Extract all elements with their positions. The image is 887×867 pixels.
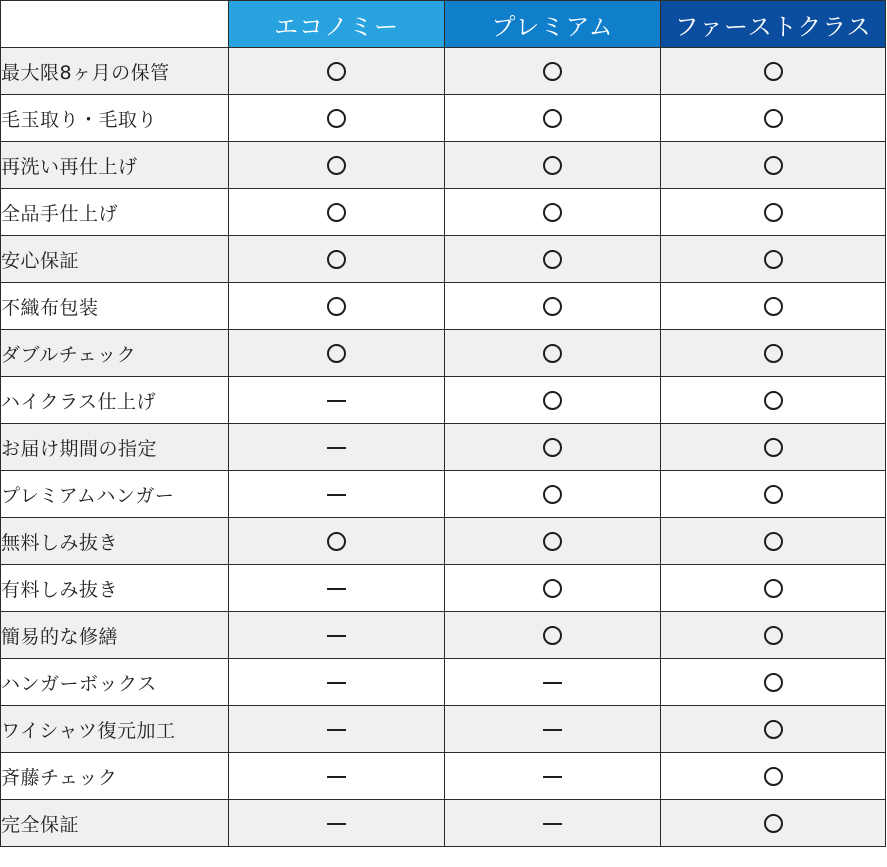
circle-mark (764, 532, 783, 551)
dash-mark (327, 776, 346, 778)
circle-mark (543, 203, 562, 222)
cell-premium (445, 283, 661, 330)
table-row (1, 48, 886, 95)
circle-mark (764, 673, 783, 692)
cell-first-class (661, 424, 886, 471)
circle-mark (764, 438, 783, 457)
cell-economy (229, 330, 445, 377)
cell-first-class (661, 706, 886, 753)
table-row (1, 753, 886, 800)
feature-label: 完全保証 (1, 800, 229, 847)
cell-premium (445, 424, 661, 471)
cell-first-class (661, 189, 886, 236)
dash-mark (327, 682, 346, 684)
circle-mark (764, 62, 783, 81)
table-row (1, 565, 886, 612)
dash-mark (543, 729, 562, 731)
feature-label: ワイシャツ復元加工 (1, 706, 229, 753)
circle-mark (764, 297, 783, 316)
table-row (1, 377, 886, 424)
feature-label: お届け期間の指定 (1, 424, 229, 471)
table-row (1, 283, 886, 330)
circle-mark (543, 532, 562, 551)
feature-label: 全品手仕上げ (1, 189, 229, 236)
dash-mark (543, 776, 562, 778)
circle-mark (764, 579, 783, 598)
cell-premium (445, 236, 661, 283)
cell-first-class (661, 142, 886, 189)
cell-premium (445, 753, 661, 800)
table-row (1, 706, 886, 753)
cell-premium (445, 659, 661, 706)
cell-economy (229, 377, 445, 424)
circle-mark (327, 156, 346, 175)
cell-first-class (661, 518, 886, 565)
dash-mark (327, 823, 346, 825)
feature-label: ハンガーボックス (1, 659, 229, 706)
table-row (1, 142, 886, 189)
feature-label: 最大限8ヶ月の保管 (1, 48, 229, 95)
circle-mark (764, 485, 783, 504)
cell-first-class (661, 377, 886, 424)
cell-economy (229, 612, 445, 659)
table-row (1, 659, 886, 706)
cell-premium (445, 330, 661, 377)
circle-mark (543, 62, 562, 81)
plan-label-first-class: ファーストクラス (674, 12, 872, 41)
feature-label: 安心保証 (1, 236, 229, 283)
circle-mark (543, 156, 562, 175)
circle-mark (764, 720, 783, 739)
circle-mark (543, 250, 562, 269)
dash-mark (327, 729, 346, 731)
cell-premium (445, 48, 661, 95)
cell-economy (229, 283, 445, 330)
cell-first-class (661, 800, 886, 847)
circle-mark (764, 391, 783, 410)
cell-economy (229, 95, 445, 142)
feature-label: ダブルチェック (1, 330, 229, 377)
feature-label: 有料しみ抜き (1, 565, 229, 612)
cell-economy (229, 189, 445, 236)
table-row (1, 330, 886, 377)
cell-premium (445, 706, 661, 753)
dash-mark (327, 400, 346, 402)
header-economy-cell (229, 1, 445, 48)
circle-mark (327, 109, 346, 128)
cell-first-class (661, 612, 886, 659)
cell-economy (229, 471, 445, 518)
feature-label: プレミアムハンガー (1, 471, 229, 518)
circle-mark (543, 438, 562, 457)
circle-mark (327, 203, 346, 222)
cell-economy (229, 236, 445, 283)
table-row (1, 800, 886, 847)
cell-economy (229, 518, 445, 565)
cell-economy (229, 424, 445, 471)
circle-mark (327, 532, 346, 551)
cell-economy (229, 659, 445, 706)
cell-premium (445, 612, 661, 659)
feature-label: 不織布包装 (1, 283, 229, 330)
circle-mark (327, 344, 346, 363)
cell-premium (445, 189, 661, 236)
cell-premium (445, 518, 661, 565)
feature-label: 再洗い再仕上げ (1, 142, 229, 189)
cell-first-class (661, 471, 886, 518)
header-premium-cell (445, 1, 661, 48)
table-row (1, 424, 886, 471)
table-row (1, 95, 886, 142)
circle-mark (543, 109, 562, 128)
circle-mark (543, 297, 562, 316)
circle-mark (327, 297, 346, 316)
circle-mark (543, 391, 562, 410)
table-body (1, 48, 886, 847)
circle-mark (543, 579, 562, 598)
cell-economy (229, 142, 445, 189)
dash-mark (327, 635, 346, 637)
circle-mark (543, 485, 562, 504)
table-row (1, 612, 886, 659)
circle-mark (764, 767, 783, 786)
header-first-class-cell (661, 1, 886, 48)
table-row (1, 236, 886, 283)
cell-first-class (661, 753, 886, 800)
circle-mark (543, 344, 562, 363)
cell-premium (445, 142, 661, 189)
cell-premium (445, 95, 661, 142)
circle-mark (543, 626, 562, 645)
cell-first-class (661, 95, 886, 142)
cell-first-class (661, 330, 886, 377)
cell-economy (229, 753, 445, 800)
feature-label: 無料しみ抜き (1, 518, 229, 565)
cell-first-class (661, 236, 886, 283)
dash-mark (327, 588, 346, 590)
table-row (1, 189, 886, 236)
cell-first-class (661, 283, 886, 330)
dash-mark (543, 682, 562, 684)
cell-economy (229, 706, 445, 753)
circle-mark (764, 344, 783, 363)
dash-mark (543, 823, 562, 825)
feature-label: 簡易的な修繕 (1, 612, 229, 659)
circle-mark (327, 62, 346, 81)
feature-label: ハイクラス仕上げ (1, 377, 229, 424)
circle-mark (327, 250, 346, 269)
cell-premium (445, 565, 661, 612)
plan-label-economy: エコノミー (274, 12, 399, 41)
table-row (1, 518, 886, 565)
dash-mark (327, 447, 346, 449)
circle-mark (764, 814, 783, 833)
header-row (1, 1, 886, 48)
cell-first-class (661, 659, 886, 706)
feature-label: 毛玉取り・毛取り (1, 95, 229, 142)
table-row (1, 471, 886, 518)
dash-mark (327, 494, 346, 496)
cell-premium (445, 800, 661, 847)
circle-mark (764, 156, 783, 175)
cell-first-class (661, 48, 886, 95)
circle-mark (764, 109, 783, 128)
plan-label-premium: プレミアム (491, 12, 614, 41)
header-corner-cell (1, 1, 229, 48)
circle-mark (764, 250, 783, 269)
circle-mark (764, 626, 783, 645)
cell-economy (229, 800, 445, 847)
cell-first-class (661, 565, 886, 612)
cell-premium (445, 471, 661, 518)
feature-label: 斉藤チェック (1, 753, 229, 800)
cell-economy (229, 565, 445, 612)
cell-premium (445, 377, 661, 424)
circle-mark (764, 203, 783, 222)
cell-economy (229, 48, 445, 95)
